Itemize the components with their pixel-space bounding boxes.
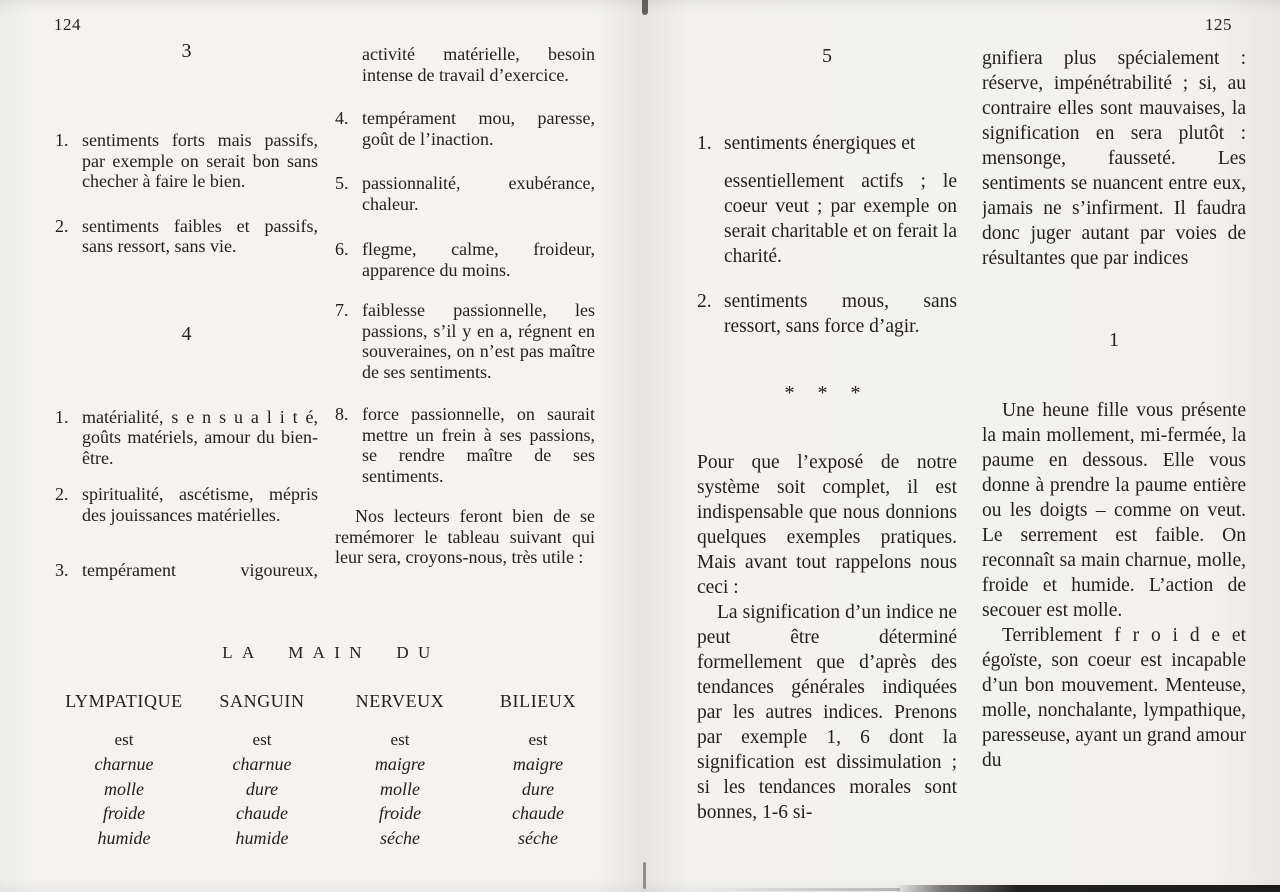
hand-table-title: LA MAIN DU [222,643,440,662]
item-number: 2. [55,215,69,236]
table-column-header: LYMPATIQUE [65,691,183,711]
table-cell: chaude [512,803,564,823]
table-cell: froide [102,803,146,823]
item-number: 2. [55,484,69,504]
list-item [335,108,595,149]
table-cell: charnue [94,754,154,774]
item-continuation-text: activité matérielle, besoin intense de travail d’exercice. [362,44,595,85]
item-number: 7. [335,300,349,320]
item-text: matérialité, s e n s u a l i t é, goûts matériels, amour du bien-être. [82,406,318,468]
item-text: passionnalité, exubérance, chaleur. [362,173,595,214]
continuation-paragraph: gnifiera plus spécialement : réserve, impénétrabilité ; si, au contraire elles sont mauvaises, la signification en sera plutôt : mensonge, fausseté. Les sentiments se nuancent entre eux, jamais ne s’infirment. Il faudra donc juger autant par voies de résultantes que par indices [982,48,1246,269]
paragraph: Pour que l’exposé de notre système soit complet, il est indispensable que nous donnions quelques exemples pratiques. Mais avant tout rappelons nous ceci : [697,452,957,598]
table-cell: séche [380,827,420,848]
list-item [335,173,595,214]
bottom-edge-faint-shadow [700,888,900,891]
item-number: 1. [55,130,69,150]
list-item [335,239,595,280]
list-item [55,560,318,581]
item-number: 4. [335,108,349,128]
left-page-column-2 [335,38,595,638]
table-column-header: BILIEUX [499,691,577,711]
closing-paragraph: Nos lecteurs feront bien de se remémorer le tableau suivant qui leur sera, croyons-nous, très utile : [335,506,595,567]
item-number: 5. [335,173,349,193]
item-number: 6. [335,239,349,259]
item-text: force passionnelle, on saurait mettre un frein à ses passions, se rendre maître de ses sentiments. [362,404,595,486]
item-text-line: sentiments énergiques et [724,133,916,154]
item-text: flegme, calme, froideur, apparence du moins. [362,239,595,280]
item-text: sentiments mous, sans ressort, sans force d’agir. [724,291,957,337]
table-cell: chaude [236,803,288,823]
section-heading-5: 5 [822,45,832,67]
section-heading-3: 3 [181,40,192,62]
table-cell: est [528,730,548,749]
gutter-shadow-mark-bottom [643,862,646,889]
asterisk-separator: * * * [784,382,870,404]
list-item [697,289,957,339]
paragraph: La signification d’un indice ne peut être déterminé formellement que d’après des tendances générales indiquées par les autres indices. Prenons par exemple 1, 6 dont la signification est dissimulation ; si les tendances morales sont bonnes, 1-6 si- [697,602,957,823]
item-text: spiritualité, ascétisme, mépris des jouissances matérielles. [82,484,318,525]
item-text: faiblesse passionnelle, les passions, s’il y en a, régnent en souveraines, on n’est pas maître de ses sentiments. [362,300,595,382]
section-heading-4: 4 [181,322,192,345]
item-number: 3. [55,560,69,580]
paragraph: Une heune fille vous présente la main mollement, mi-fermée, la paume en dessous. Elle vous donne à prendre la paume entière ou les doigts – comme on veut. Le serrement est faible. On reconnaît sa main charnue, molle, froide et humide. L’action de secouer est molle. [982,400,1246,621]
item-text [724,131,957,269]
table-cell: molle [104,778,144,799]
bottom-edge-shadow [895,885,1280,892]
list-item [335,404,595,486]
table-cell: froide [378,803,422,823]
item-number: 1. [697,133,712,154]
table-cell: molle [380,778,420,799]
table-cell: maigre [512,754,564,774]
list-item [697,131,957,269]
page-number-left: 124 [54,15,81,34]
item-text: sentiments forts mais passifs, par exemple on serait bon sans checher à faire le bien. [82,130,318,191]
table-cell: dure [521,778,555,799]
table-cell: humide [235,827,289,848]
list-item [55,407,318,469]
table-cell: charnue [232,754,292,774]
paragraph: Terriblement f r o i d e et égoïste, son coeur est incapable d’un bon mouvement. Menteuse, molle, nonchalante, lympathique, paresseuse, ayant un grand amour du [982,625,1246,771]
gutter-shadow-mark-top [642,0,648,15]
table-cell: est [114,730,134,749]
item-text: tempérament mou, paresse, goût de l’inaction. [362,108,595,149]
table-cell: est [252,730,272,749]
section-heading-1: 1 [1109,329,1119,351]
table-cell: est [390,730,410,749]
table-column-bilieux [469,690,607,850]
item-number: 8. [335,404,349,424]
list-item [55,484,318,525]
item-text: tempérament vigoureux, [82,560,318,580]
page-right [640,0,1280,892]
item-text: sentiments faibles et passifs, sans ressort, sans vie. [82,215,318,256]
list-item [335,300,595,382]
list-item [55,130,318,192]
table-column-header: SANGUIN [219,691,305,711]
table-column-nerveux [331,690,469,850]
table-cell: séche [518,827,558,848]
hand-table [55,642,607,850]
hand-table-grid [55,690,607,850]
item-number: 1. [55,406,69,427]
table-column-sanguin [193,690,331,850]
page-number-right: 125 [1205,15,1232,34]
right-page-column-1 [697,40,957,840]
table-cell: humide [97,827,151,848]
list-item [55,216,318,257]
item-text-rest: essentiellement actifs ; le coeur veut ; par exemple on serait charitable et on ferait la charité. [724,171,957,267]
table-column-header: NERVEUX [355,691,445,711]
table-column-lympatique [55,690,193,850]
item-number: 2. [697,291,712,312]
right-page-column-2 [982,40,1246,840]
table-cell: maigre [374,754,426,774]
table-cell: dure [245,778,279,799]
